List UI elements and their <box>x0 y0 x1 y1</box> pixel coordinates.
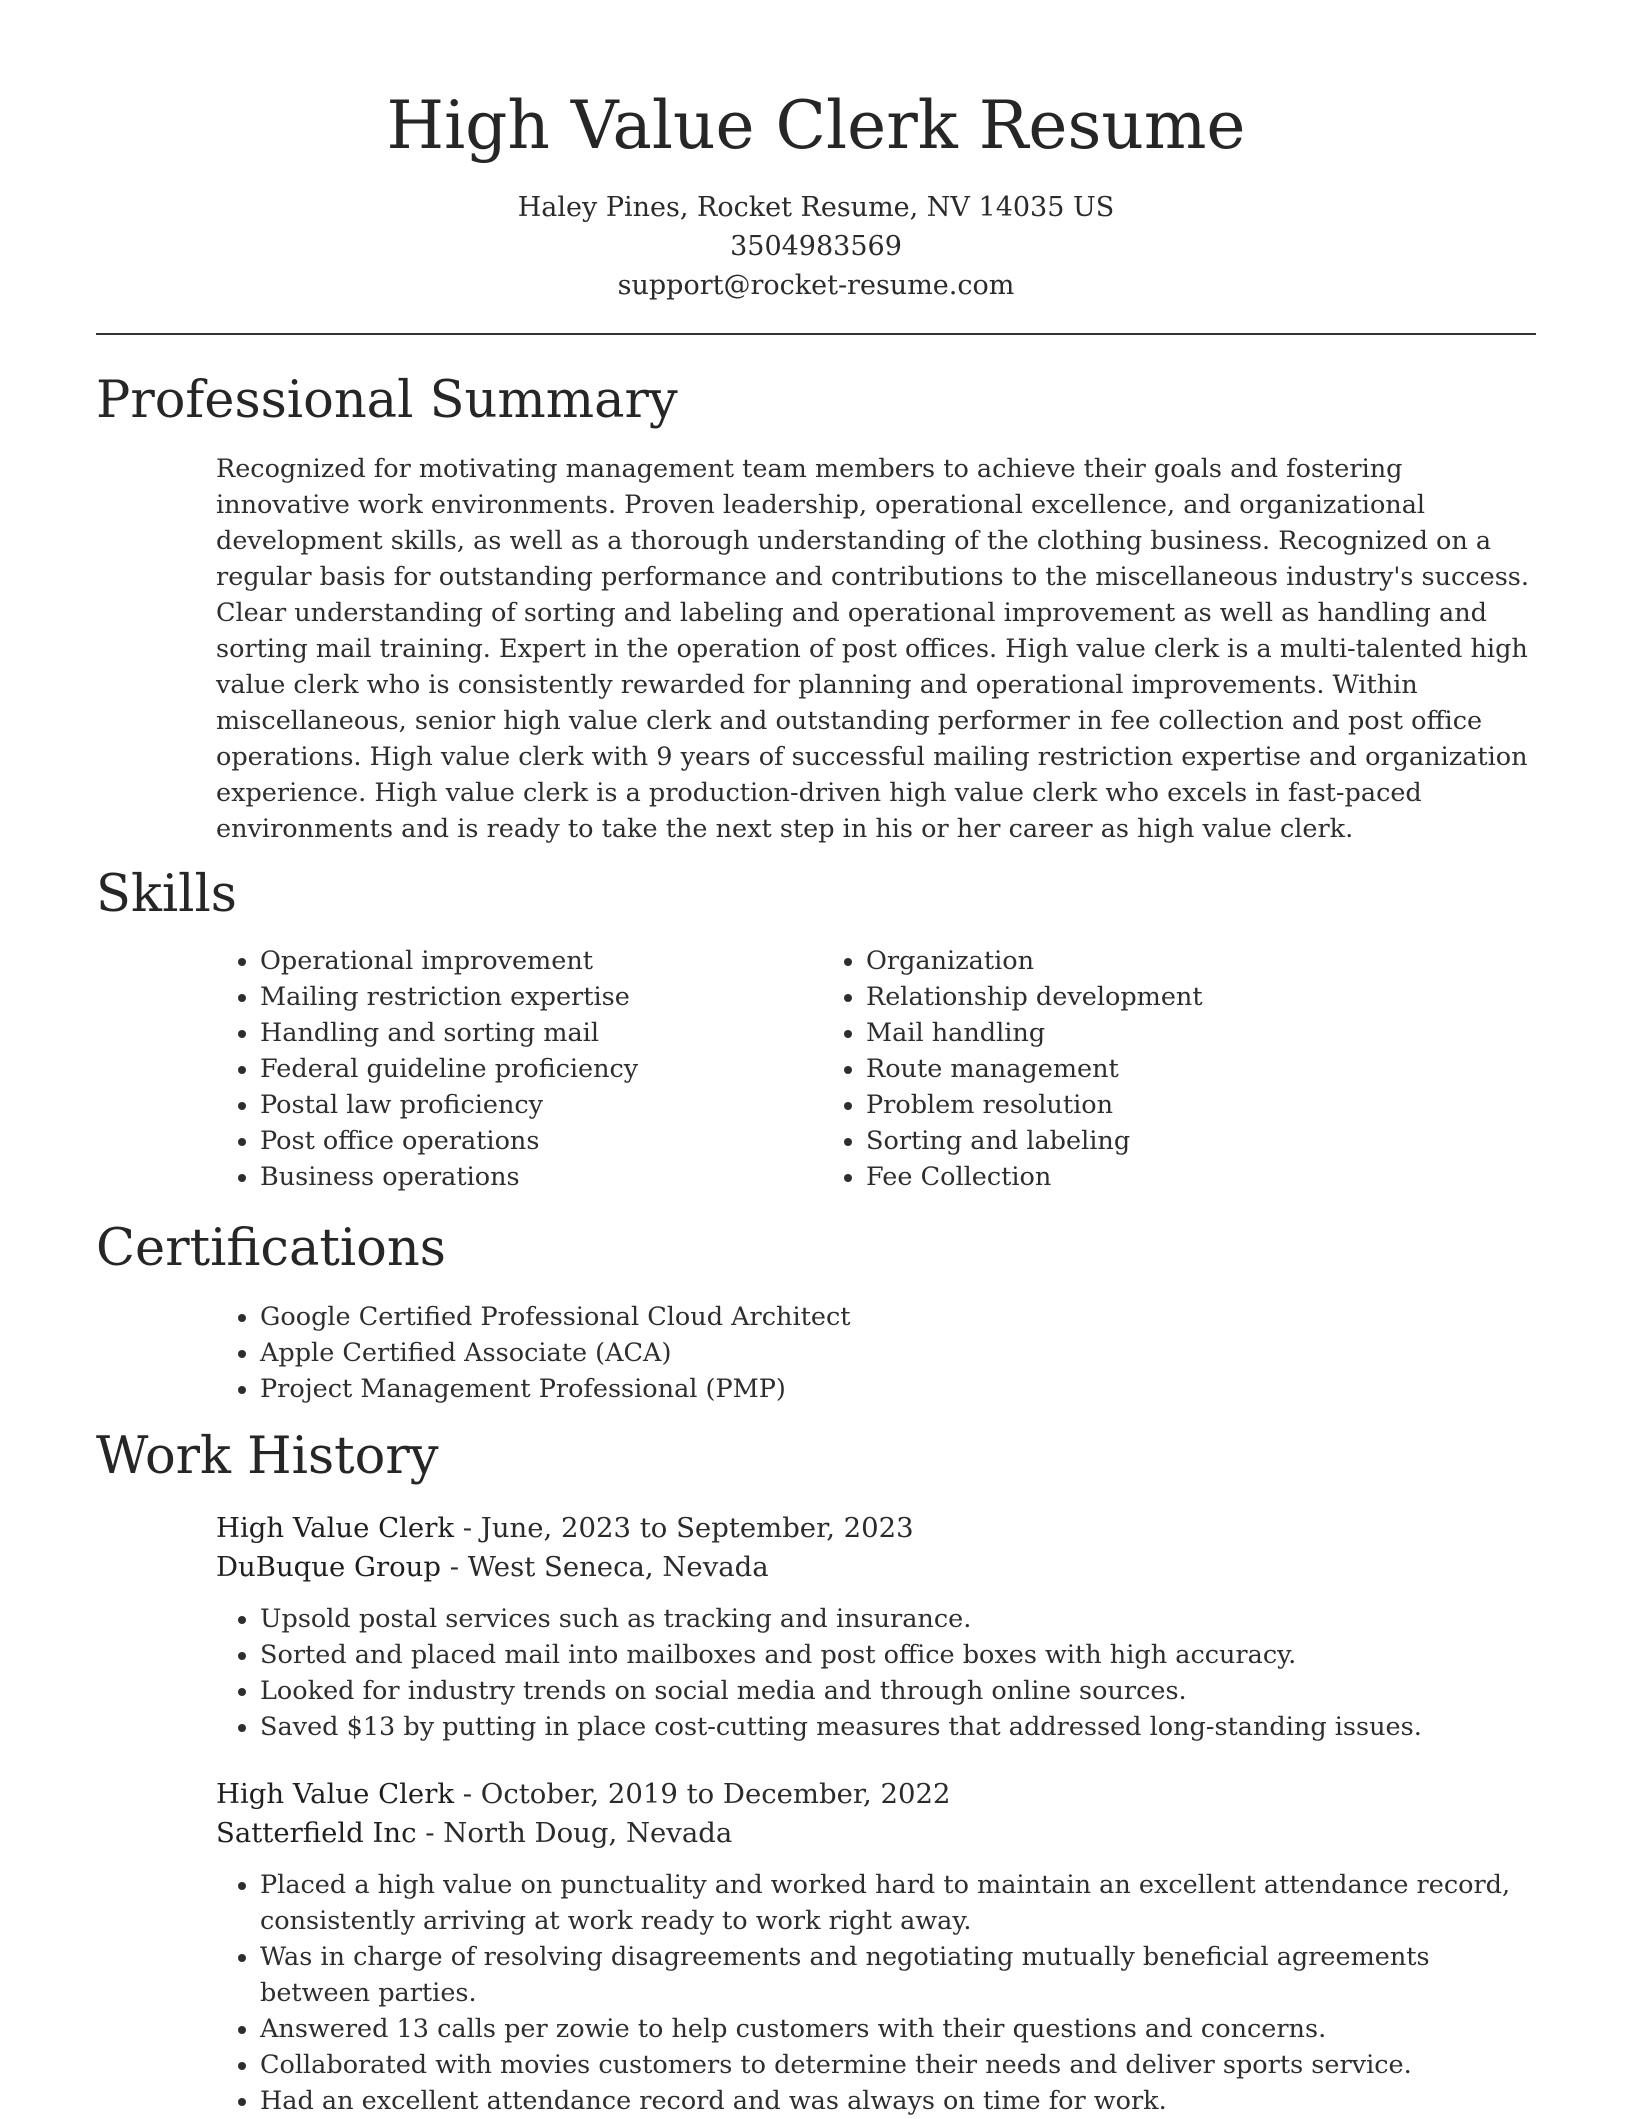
contact-address: Haley Pines, Rocket Resume, NV 14035 US <box>517 192 1115 223</box>
job-bullet: • Saved $13 by putting in place cost-cutting measures that addressed long-standing issues. <box>260 1709 1536 1745</box>
certification-item: • Project Management Professional (PMP) <box>260 1371 1536 1407</box>
skill-item: • Mail handling <box>866 1015 1522 1051</box>
skill-item: • Fee Collection <box>866 1159 1522 1195</box>
certifications-items <box>216 1299 1536 1407</box>
work-history-heading: Work History <box>96 1427 439 1486</box>
job-company: Satterfield Inc <box>216 1817 417 1849</box>
skill-item: • Relationship development <box>866 979 1522 1015</box>
skill-item: • Federal guideline proficiency <box>260 1051 822 1087</box>
job-bullet: • Sorted and placed mail into mailboxes and post office boxes with high accuracy. <box>260 1637 1536 1673</box>
certifications-list <box>216 1299 1536 1407</box>
skill-item: • Operational improvement <box>260 943 822 979</box>
job-dates: October, 2019 to December, 2022 <box>480 1778 951 1810</box>
skill-item: • Postal law proficiency <box>260 1087 822 1123</box>
job-company-line: DuBuque Group - West Seneca, Nevada <box>216 1551 769 1583</box>
skill-item: • Post office operations <box>260 1123 822 1159</box>
skill-item: • Problem resolution <box>866 1087 1522 1123</box>
job-company-line: Satterfield Inc - North Doug, Nevada <box>216 1817 733 1849</box>
job-entry <box>216 1775 1536 2119</box>
skills-column-left <box>216 943 822 1195</box>
job-bullet: • Upsold postal services such as tracking and insurance. <box>260 1601 1536 1637</box>
skills-heading: Skills <box>96 865 237 924</box>
job-bullets <box>216 1601 1536 1745</box>
header-divider <box>96 333 1536 335</box>
skills-list <box>216 943 1536 1195</box>
job-bullet: • Collaborated with movies customers to determine their needs and deliver sports service. <box>260 2047 1536 2083</box>
job-company: DuBuque Group <box>216 1551 441 1583</box>
contact-phone: 3504983569 <box>730 231 902 262</box>
job-bullet: • Was in charge of resolving disagreements and negotiating mutually beneficial agreements between parties. <box>260 1939 1536 2011</box>
resume-page <box>96 0 1536 2119</box>
job-entry <box>216 1509 1536 1745</box>
skill-item: • Route management <box>866 1051 1522 1087</box>
skills-column-right <box>822 943 1522 1195</box>
resume-title: High Value Clerk Resume <box>386 87 1246 164</box>
job-bullet: • Looked for industry trends on social media and through online sources. <box>260 1673 1536 1709</box>
certification-item: • Google Certified Professional Cloud Architect <box>260 1299 1536 1335</box>
job-title: High Value Clerk <box>216 1778 455 1810</box>
job-bullet: • Answered 13 calls per zowie to help customers with their questions and concerns. <box>260 2011 1536 2047</box>
summary-text: Recognized for motivating management team members to achieve their goals and fostering innovative work environments. Proven leadership, operational excellence, and organizational development skills, as well as a thorough understanding of the clothing business. Recognized on a regular basis for outstanding performance and contributions to the miscellaneous industry's success. Clear understanding of sorting and labeling and operational improvement as well as handling and sorting mail training. Expert in the operation of post offices. High value clerk is a multi-talented high value clerk who is consistently rewarded for planning and operational improvements. Within miscellaneous, senior high value clerk and outstanding performer in fee collection and post office operations. High value clerk with 9 years of successful mailing restriction expertise and organization experience. High value clerk is a production-driven high value clerk who excels in fast-paced environments and is ready to take the next step in his or her career as high value clerk. <box>216 454 1529 844</box>
job-bullets <box>216 1867 1536 2119</box>
certifications-heading: Certifications <box>96 1219 446 1278</box>
certification-item: • Apple Certified Associate (ACA) <box>260 1335 1536 1371</box>
skill-item: • Sorting and labeling <box>866 1123 1522 1159</box>
job-bullet: • Placed a high value on punctuality and worked hard to maintain an excellent attendance record, consistently arriving at work ready to work right away. <box>260 1867 1536 1939</box>
summary-heading: Professional Summary <box>96 371 678 430</box>
skill-item: • Mailing restriction expertise <box>260 979 822 1015</box>
job-location: West Seneca, Nevada <box>467 1551 769 1583</box>
job-title-line: High Value Clerk - October, 2019 to December, 2022 <box>216 1778 951 1810</box>
job-title-line: High Value Clerk - June, 2023 to September, 2023 <box>216 1512 914 1544</box>
skill-item: • Handling and sorting mail <box>260 1015 822 1051</box>
job-title: High Value Clerk <box>216 1512 455 1544</box>
job-location: North Doug, Nevada <box>443 1817 733 1849</box>
job-bullet: • Had an excellent attendance record and was always on time for work. <box>260 2083 1536 2119</box>
skill-item: • Business operations <box>260 1159 822 1195</box>
contact-block <box>96 188 1536 305</box>
skill-item: • Organization <box>866 943 1522 979</box>
contact-email: support@rocket-resume.com <box>617 270 1015 301</box>
job-dates: June, 2023 to September, 2023 <box>480 1512 914 1544</box>
